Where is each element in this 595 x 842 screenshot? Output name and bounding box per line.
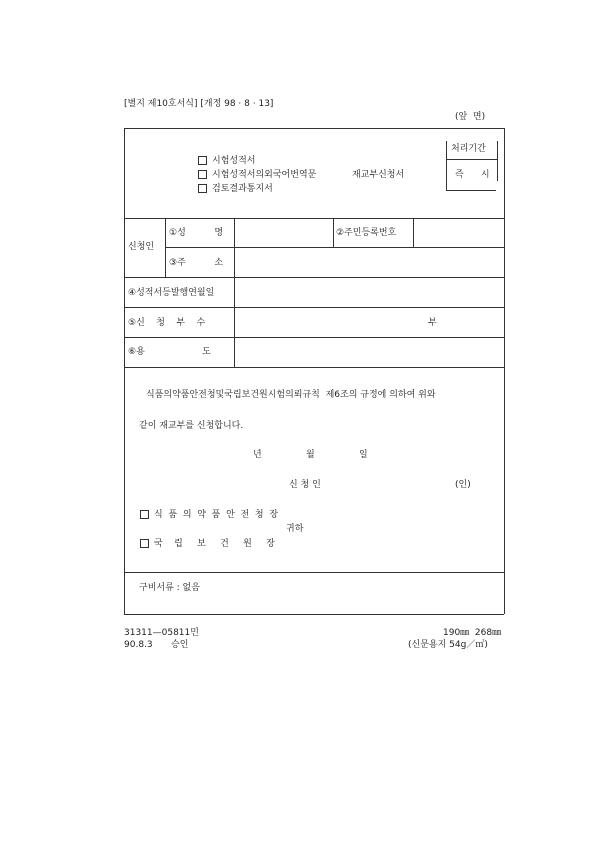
id-label-divider-right bbox=[413, 218, 414, 247]
paper-spec: (신문용지 54g／㎡) bbox=[408, 640, 488, 650]
frame-bottom bbox=[124, 614, 504, 615]
processing-box-bottom bbox=[446, 190, 496, 191]
row-line-purpose bbox=[124, 337, 504, 338]
frame-left bbox=[124, 128, 125, 614]
seal-mark: (인) bbox=[455, 480, 471, 490]
id-label-divider-left bbox=[333, 218, 334, 247]
address-label: ③주 소 bbox=[169, 258, 224, 268]
form-title: 재교부신청서 bbox=[352, 170, 405, 180]
issue-date-label: ④성적서등발행연월일 bbox=[128, 288, 215, 298]
recipient-2: 국 립 보 건 원 장 bbox=[154, 539, 275, 549]
honorific: 귀하 bbox=[286, 524, 304, 534]
processing-box-left bbox=[446, 141, 447, 191]
row-line-issue-date bbox=[124, 277, 504, 278]
label-divider-name bbox=[234, 218, 235, 277]
purpose-label: ⑥용 도 bbox=[128, 347, 211, 357]
statement-line-2: 같이 재교부를 신청합니다. bbox=[139, 421, 244, 431]
paper-size: 190㎜ 268㎜ bbox=[443, 628, 502, 638]
form-number: [별지 제10호서식] [개정 98 · 8 · 13] bbox=[124, 99, 274, 109]
statement-line-1: 식품의약품안전청및국립보건원시험의뢰규칙 제6조의 규정에 의하여 위와 bbox=[146, 390, 436, 400]
option-checkbox-3[interactable] bbox=[198, 184, 207, 193]
form-code: 31311—05811민 bbox=[124, 628, 199, 638]
option-checkbox-2[interactable] bbox=[198, 170, 207, 179]
frame-right bbox=[504, 128, 505, 614]
recipient-checkbox-1[interactable] bbox=[140, 510, 149, 519]
approval-label: 승인 bbox=[171, 640, 189, 650]
date-day: 일 bbox=[359, 450, 368, 460]
processing-box-right bbox=[497, 141, 498, 181]
name-label: ①성 명 bbox=[169, 228, 224, 238]
copies-label: ⑤신 청 부 수 bbox=[128, 318, 206, 328]
row-line-attachments bbox=[124, 572, 504, 573]
processing-period-value: 즉 시 bbox=[455, 170, 490, 180]
row-line-applicant-mid bbox=[165, 247, 504, 248]
applicant-group-divider bbox=[165, 218, 166, 277]
option-label-2: 시험성적서의외국어번역문 bbox=[212, 170, 317, 180]
applicant-signature-label: 신 청 인 bbox=[289, 480, 321, 490]
option-label-1: 시험성적서 bbox=[212, 156, 256, 166]
processing-box-mid bbox=[446, 159, 497, 160]
label-divider-issue-date bbox=[234, 277, 235, 307]
row-line-applicant-top bbox=[124, 218, 504, 219]
option-label-3: 검토결과통지서 bbox=[212, 184, 273, 194]
recipient-1: 식 품 의 약 품 안 전 청 장 bbox=[154, 510, 279, 520]
applicant-group-label: 신청인 bbox=[128, 242, 155, 252]
label-divider-purpose bbox=[234, 337, 235, 367]
label-divider-copies bbox=[234, 307, 235, 337]
recipient-checkbox-2[interactable] bbox=[140, 539, 149, 548]
side-indicator: (앞 면) bbox=[455, 112, 486, 122]
date-year: 년 bbox=[253, 450, 262, 460]
resident-number-label: ②주민등록번호 bbox=[336, 228, 397, 238]
date-month: 월 bbox=[306, 450, 315, 460]
attachments-label: 구비서류 : 없음 bbox=[139, 583, 200, 593]
frame-top bbox=[124, 128, 504, 129]
processing-period-label: 처리기간 bbox=[451, 144, 486, 154]
copies-unit: 부 bbox=[428, 318, 437, 328]
row-line-statement bbox=[124, 367, 504, 368]
row-line-copies bbox=[124, 307, 504, 308]
option-checkbox-1[interactable] bbox=[198, 156, 207, 165]
approval-date: 90.8.3 bbox=[124, 640, 153, 650]
